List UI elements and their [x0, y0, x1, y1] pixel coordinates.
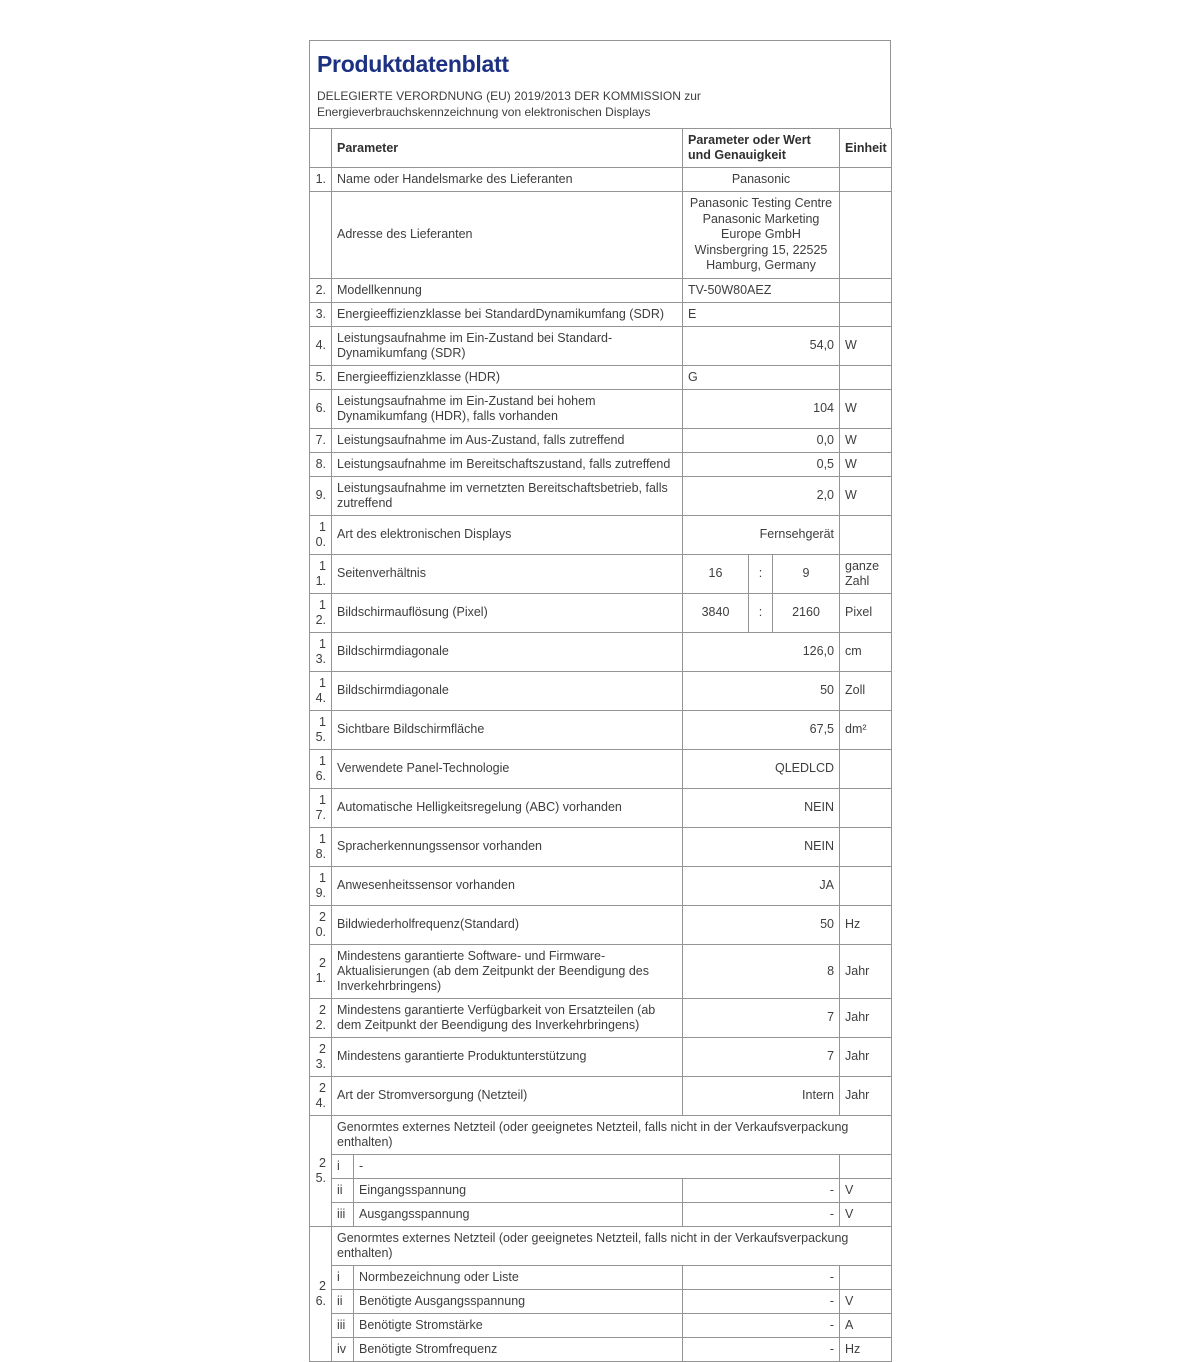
ratio-value-right: 9 — [773, 554, 840, 593]
table-row — [310, 749, 892, 788]
parameter-value: 7 — [683, 998, 840, 1037]
row-number: 6. — [310, 389, 332, 428]
address-line: Panasonic Marketing — [702, 211, 820, 226]
parameter-label: Energieeffizienzklasse bei StandardDynamikumfang (SDR) — [332, 302, 683, 326]
table-row — [310, 1154, 892, 1178]
unit-label: Hz — [840, 905, 892, 944]
row-number: 11. — [310, 554, 332, 593]
group-header-label: Genormtes externes Netzteil (oder geeignetes Netzteil, falls nicht in der Verkaufsverpackung enthalten) — [332, 1115, 892, 1154]
parameter-label: Mindestens garantierte Software- und Firmware-Aktualisierungen (ab dem Zeitpunkt der Beendigung des Inverkehrbringens) — [332, 944, 683, 998]
unit-label: cm — [840, 632, 892, 671]
parameter-label: Bildwiederholfrequenz(Standard) — [332, 905, 683, 944]
table-row — [310, 1037, 892, 1076]
parameter-value: - — [683, 1202, 840, 1226]
unit-label: Hz — [840, 1337, 892, 1361]
parameter-value: Panasonic — [683, 168, 840, 192]
row-number: 18. — [310, 827, 332, 866]
unit-label: dm² — [840, 710, 892, 749]
row-number: 9. — [310, 476, 332, 515]
parameter-value: TV-50W80AEZ — [683, 278, 840, 302]
parameter-label: Modellkennung — [332, 278, 683, 302]
header-num — [310, 129, 332, 168]
table-row — [310, 192, 892, 279]
parameter-value: 8 — [683, 944, 840, 998]
table-row — [310, 365, 892, 389]
parameter-value: 104 — [683, 389, 840, 428]
unit-label: ganze Zahl — [840, 554, 892, 593]
row-number: 3. — [310, 302, 332, 326]
table-row — [310, 1265, 892, 1289]
parameter-label: Leistungsaufnahme im Aus-Zustand, falls zutreffend — [332, 428, 683, 452]
parameter-value: 50 — [683, 671, 840, 710]
table-row — [310, 428, 892, 452]
unit-label — [840, 365, 892, 389]
parameter-value: 50 — [683, 905, 840, 944]
page-title: Produktdatenblatt — [317, 51, 509, 77]
parameter-label: Benötigte Stromstärke — [354, 1313, 683, 1337]
row-number: 8. — [310, 452, 332, 476]
unit-label: Jahr — [840, 1076, 892, 1115]
parameter-label: Verwendete Panel-Technologie — [332, 749, 683, 788]
parameter-value: Fernsehgerät — [683, 515, 840, 554]
row-number: 20. — [310, 905, 332, 944]
ratio-separator: : — [749, 554, 773, 593]
unit-label: W — [840, 452, 892, 476]
row-number: 24. — [310, 1076, 332, 1115]
row-number — [310, 192, 332, 279]
product-datasheet — [309, 40, 891, 1362]
parameter-value: QLEDLCD — [683, 749, 840, 788]
unit-label — [840, 515, 892, 554]
unit-label: V — [840, 1202, 892, 1226]
table-row — [310, 827, 892, 866]
unit-label — [840, 192, 892, 279]
parameter-label: Seitenverhältnis — [332, 554, 683, 593]
table-row — [310, 944, 892, 998]
header-value: Parameter oder Wert und Genauigkeit — [683, 129, 840, 168]
table-row resolution-row — [310, 593, 892, 632]
unit-label: W — [840, 389, 892, 428]
row-number: 15. — [310, 710, 332, 749]
parameter-label: Anwesenheitssensor vorhanden — [332, 866, 683, 905]
parameter-value: - — [683, 1265, 840, 1289]
table-row — [310, 302, 892, 326]
sub-index: ii — [332, 1178, 354, 1202]
unit-label — [840, 788, 892, 827]
parameter-value: 126,0 — [683, 632, 840, 671]
parameter-value: - — [683, 1178, 840, 1202]
unit-label: W — [840, 428, 892, 452]
address-line: Winsbergring 15, 22525 — [694, 242, 828, 257]
row-number: 12. — [310, 593, 332, 632]
table-row — [310, 905, 892, 944]
row-number: 16. — [310, 749, 332, 788]
parameter-value: 7 — [683, 1037, 840, 1076]
sub-index: i — [332, 1154, 354, 1178]
table-row — [310, 452, 892, 476]
unit-label — [840, 827, 892, 866]
address-line: Europe GmbH — [721, 227, 801, 241]
sub-index: iii — [332, 1313, 354, 1337]
table-row — [310, 1178, 892, 1202]
table-row — [310, 1337, 892, 1361]
parameter-label: Energieeffizienzklasse (HDR) — [332, 365, 683, 389]
unit-label: V — [840, 1178, 892, 1202]
parameter-label: Sichtbare Bildschirmfläche — [332, 710, 683, 749]
row-number: 7. — [310, 428, 332, 452]
table-row — [310, 671, 892, 710]
unit-label: Pixel — [840, 593, 892, 632]
table-row — [310, 866, 892, 905]
subtitle-line-1: DELEGIERTE VERORDNUNG (EU) 2019/2013 DER KOMMISSION zur — [317, 89, 701, 103]
parameter-value: NEIN — [683, 788, 840, 827]
unit-label — [840, 302, 892, 326]
table-row — [310, 998, 892, 1037]
row-number: 5. — [310, 365, 332, 389]
parameter-label: Ausgangsspannung — [354, 1202, 683, 1226]
row-number: 17. — [310, 788, 332, 827]
table-row — [310, 632, 892, 671]
parameter-label: Leistungsaufnahme im Bereitschaftszustand, falls zutreffend — [332, 452, 683, 476]
parameter-value: E — [683, 302, 840, 326]
parameter-value: Intern — [683, 1076, 840, 1115]
unit-label — [840, 1154, 892, 1178]
row-number: 14. — [310, 671, 332, 710]
parameter-label: Name oder Handelsmarke des Lieferanten — [332, 168, 683, 192]
parameter-value supplier-address — [683, 192, 840, 279]
unit-label: Zoll — [840, 671, 892, 710]
table-header-row — [310, 129, 892, 168]
parameter-label: Leistungsaufnahme im Ein-Zustand bei hohem Dynamikumfang (HDR), falls vorhanden — [332, 389, 683, 428]
unit-label: Jahr — [840, 1037, 892, 1076]
parameter-label: Mindestens garantierte Verfügbarkeit von Ersatzteilen (ab dem Zeitpunkt der Beendigung des Inverkehrbringens) — [332, 998, 683, 1037]
parameter-value: 0,5 — [683, 452, 840, 476]
sub-index: ii — [332, 1289, 354, 1313]
table-row aspect-ratio-row — [310, 554, 892, 593]
parameter-label: Spracherkennungssensor vorhanden — [332, 827, 683, 866]
address-line: Panasonic Testing Centre — [689, 196, 833, 210]
parameter-value: G — [683, 365, 840, 389]
parameter-label: Eingangsspannung — [354, 1178, 683, 1202]
parameter-value: 2,0 — [683, 476, 840, 515]
table-row — [310, 1313, 892, 1337]
parameter-value: 67,5 — [683, 710, 840, 749]
row-number: 10. — [310, 515, 332, 554]
parameter-label: Benötigte Stromfrequenz — [354, 1337, 683, 1361]
ratio-value-left: 16 — [683, 554, 749, 593]
table-row — [310, 168, 892, 192]
parameter-label: Art des elektronischen Displays — [332, 515, 683, 554]
row-number: 4. — [310, 326, 332, 365]
group-25-header-row — [310, 1115, 892, 1154]
table-row — [310, 515, 892, 554]
unit-label: Jahr — [840, 944, 892, 998]
header-parameter: Parameter — [332, 129, 683, 168]
row-number: 1. — [310, 168, 332, 192]
parameter-label: Normbezeichnung oder Liste — [354, 1265, 683, 1289]
unit-label — [840, 749, 892, 788]
unit-label — [840, 1265, 892, 1289]
table-row — [310, 476, 892, 515]
table-row — [310, 389, 892, 428]
parameter-value: 0,0 — [683, 428, 840, 452]
table-row — [310, 1289, 892, 1313]
parameter-label: Bildschirmdiagonale — [332, 632, 683, 671]
sub-index: iv — [332, 1337, 354, 1361]
parameter-value: - — [683, 1289, 840, 1313]
parameter-value: 54,0 — [683, 326, 840, 365]
title-box — [309, 40, 891, 129]
row-number: 23. — [310, 1037, 332, 1076]
row-number: 2. — [310, 278, 332, 302]
table-row — [310, 788, 892, 827]
parameter-label: Leistungsaufnahme im Ein-Zustand bei Standard-Dynamikumfang (SDR) — [332, 326, 683, 365]
ratio-value-left: 3840 — [683, 593, 749, 632]
unit-label: A — [840, 1313, 892, 1337]
parameter-label: Benötigte Ausgangsspannung — [354, 1289, 683, 1313]
row-number: 26. — [310, 1226, 332, 1361]
header-unit: Einheit — [840, 129, 892, 168]
group-26-header-row — [310, 1226, 892, 1265]
sub-index: iii — [332, 1202, 354, 1226]
subtitle-line-2: Energieverbrauchskennzeichnung von elektronischen Displays — [317, 104, 651, 119]
unit-label: V — [840, 1289, 892, 1313]
parameter-label: Art der Stromversorgung (Netzteil) — [332, 1076, 683, 1115]
group-header-label: Genormtes externes Netzteil (oder geeignetes Netzteil, falls nicht in der Verkaufsverpackung enthalten) — [332, 1226, 892, 1265]
parameter-value: - — [683, 1313, 840, 1337]
unit-label — [840, 866, 892, 905]
row-number: 19. — [310, 866, 332, 905]
parameter-value: - — [683, 1337, 840, 1361]
ratio-separator: : — [749, 593, 773, 632]
datasheet-table — [309, 128, 892, 1362]
row-number: 21. — [310, 944, 332, 998]
ratio-value-right: 2160 — [773, 593, 840, 632]
table-row — [310, 326, 892, 365]
row-number: 22. — [310, 998, 332, 1037]
unit-label — [840, 168, 892, 192]
parameter-label: Bildschirmdiagonale — [332, 671, 683, 710]
row-number: 25. — [310, 1115, 332, 1226]
unit-label — [840, 278, 892, 302]
address-line: Hamburg, Germany — [706, 258, 816, 272]
parameter-label: - — [354, 1154, 840, 1178]
parameter-value: NEIN — [683, 827, 840, 866]
table-row — [310, 1076, 892, 1115]
sub-index: i — [332, 1265, 354, 1289]
table-row — [310, 278, 892, 302]
unit-label: W — [840, 326, 892, 365]
table-row — [310, 1202, 892, 1226]
parameter-label: Mindestens garantierte Produktunterstützung — [332, 1037, 683, 1076]
row-number: 13. — [310, 632, 332, 671]
unit-label: Jahr — [840, 998, 892, 1037]
unit-label: W — [840, 476, 892, 515]
parameter-label: Automatische Helligkeitsregelung (ABC) vorhanden — [332, 788, 683, 827]
parameter-label: Adresse des Lieferanten — [332, 192, 683, 279]
parameter-value: JA — [683, 866, 840, 905]
table-row — [310, 710, 892, 749]
parameter-label: Bildschirmauflösung (Pixel) — [332, 593, 683, 632]
parameter-label: Leistungsaufnahme im vernetzten Bereitschaftsbetrieb, falls zutreffend — [332, 476, 683, 515]
